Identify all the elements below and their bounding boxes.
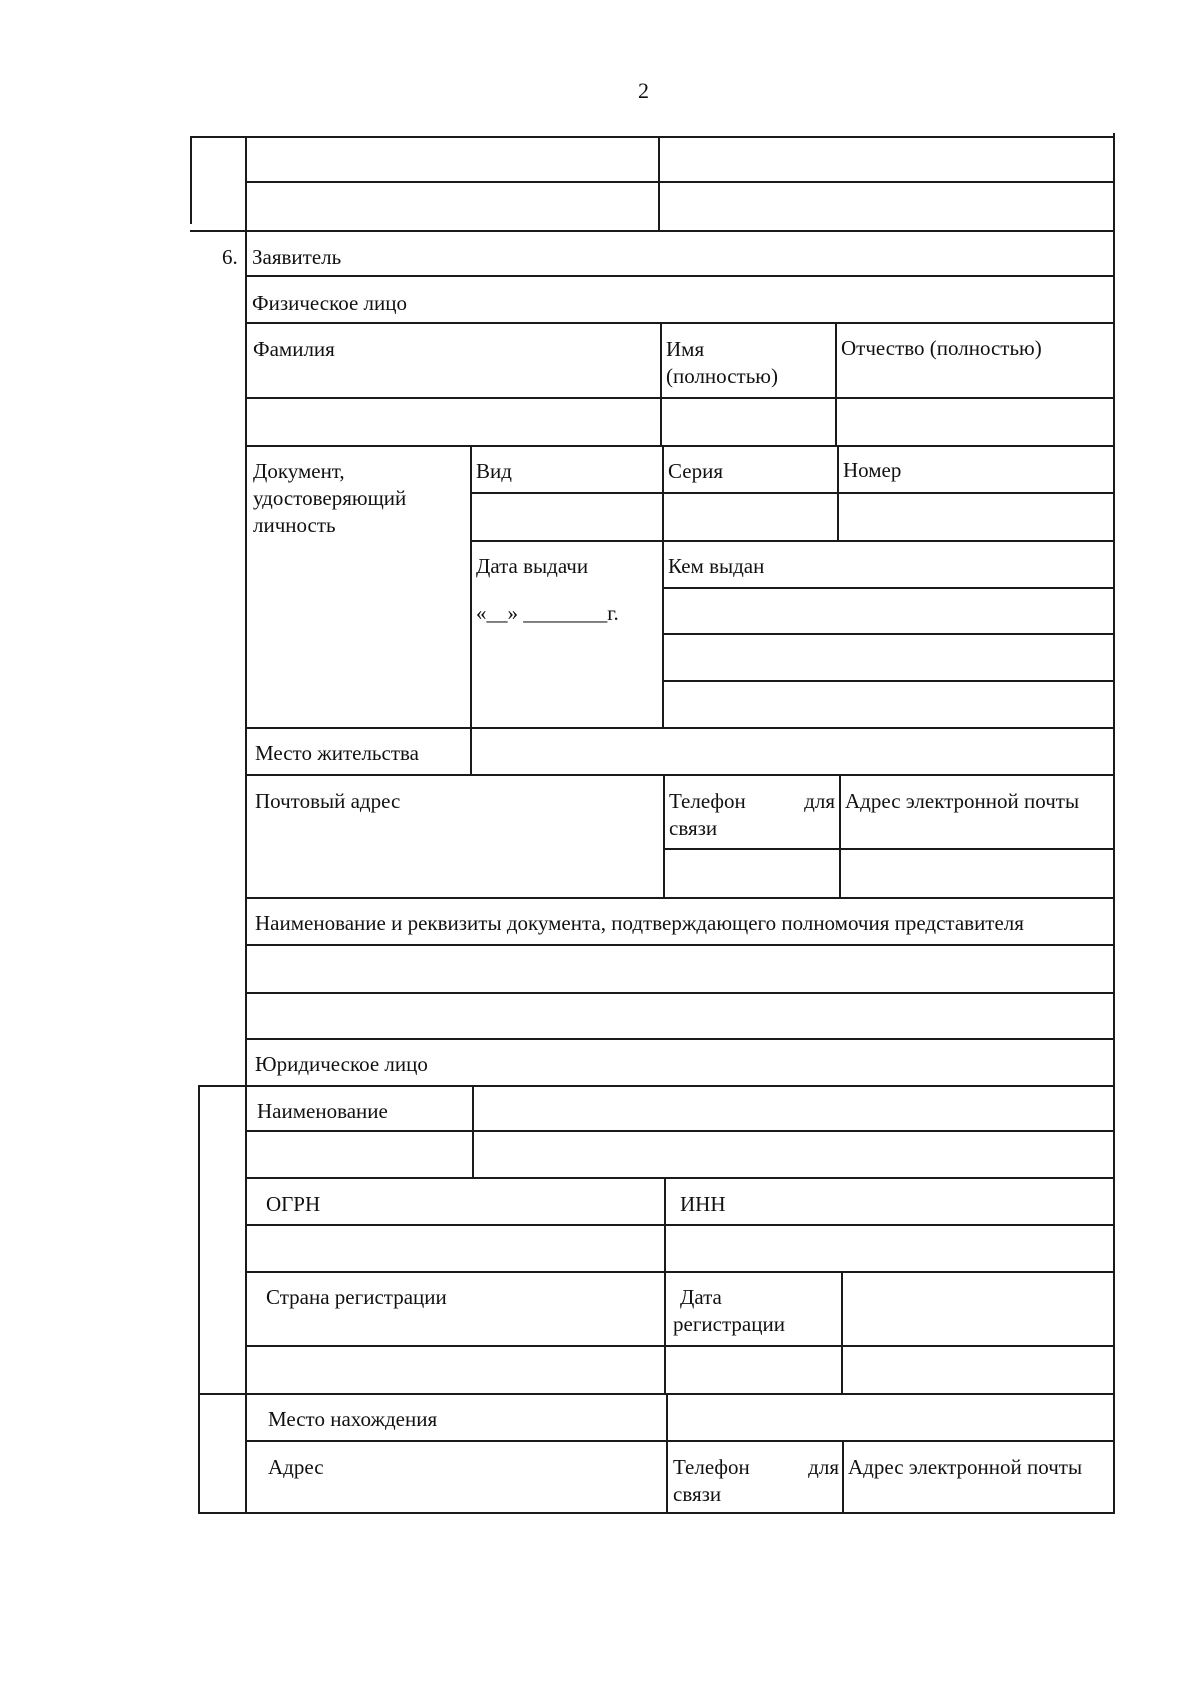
phone-label-line2: связи: [669, 816, 718, 840]
doc-series-field[interactable]: [665, 495, 835, 539]
doc-kind-field[interactable]: [473, 495, 660, 539]
reg-date-label-line1: Дата: [680, 1285, 722, 1309]
legal-address-label: Адрес: [268, 1455, 324, 1479]
authority-doc-field-1[interactable]: [248, 947, 1112, 991]
phone-field[interactable]: [666, 851, 837, 896]
reg-date-label-line2: регистрации: [673, 1312, 785, 1336]
name-label-line2: (полностью): [666, 364, 778, 388]
location-label: Место нахождения: [268, 1407, 438, 1431]
country-label: Страна регистрации: [266, 1285, 447, 1309]
id-doc-label-line3: личность: [253, 513, 336, 537]
legal-email-label: Адрес электронной почты: [848, 1455, 1083, 1479]
legal-name-label: Наименование: [257, 1099, 388, 1123]
page-number: 2: [638, 78, 649, 103]
ogrn-label: ОГРН: [266, 1192, 321, 1216]
patronymic-label: Отчество (полностью): [841, 336, 1042, 360]
doc-kind-label: Вид: [476, 459, 512, 483]
top-field-1-right[interactable]: [661, 139, 1111, 180]
doc-series-label: Серия: [668, 459, 723, 483]
legal-phone-label-line2: связи: [673, 1482, 722, 1506]
ogrn-field[interactable]: [248, 1227, 662, 1270]
authority-doc-label: Наименование и реквизиты документа, подтверждающего полномочия представителя: [255, 911, 1024, 935]
inn-label: ИНН: [680, 1192, 726, 1216]
top-field-1-left[interactable]: [248, 139, 656, 180]
id-doc-label-line1: Документ,: [253, 459, 345, 483]
issue-date-template[interactable]: «__» ________г.: [476, 601, 619, 625]
issued-by-field-3[interactable]: [665, 683, 1112, 726]
residence-field[interactable]: [473, 730, 1112, 773]
legal-name-field[interactable]: [475, 1088, 1112, 1129]
section-number: 6.: [222, 245, 238, 269]
legal-phone-label-line1: Телефон для: [673, 1455, 839, 1479]
top-field-2-right[interactable]: [661, 184, 1111, 228]
surname-label: Фамилия: [253, 337, 335, 361]
reg-date-field-2[interactable]: [844, 1348, 1112, 1392]
inn-field[interactable]: [667, 1227, 1112, 1270]
issued-by-field-2[interactable]: [665, 636, 1112, 679]
surname-field[interactable]: [248, 400, 658, 444]
country-field[interactable]: [248, 1348, 662, 1392]
individual-heading: Физическое лицо: [252, 291, 408, 315]
issued-by-field-1[interactable]: [665, 590, 1112, 632]
issue-date-label: Дата выдачи: [476, 554, 589, 578]
applicant-heading: Заявитель: [252, 245, 342, 269]
email-field[interactable]: [842, 851, 1112, 896]
name-label-line1: Имя: [666, 337, 705, 361]
reg-date-field[interactable]: [844, 1274, 1112, 1344]
legal-entity-heading: Юридическое лицо: [255, 1052, 428, 1076]
residence-label: Место жительства: [255, 741, 419, 765]
patronymic-field[interactable]: [838, 400, 1112, 444]
name-field[interactable]: [663, 400, 833, 444]
authority-doc-field-2[interactable]: [248, 995, 1112, 1037]
doc-number-label: Номер: [843, 458, 902, 482]
email-label: Адрес электронной почты: [845, 789, 1080, 813]
phone-label-line1: Телефон для: [669, 789, 835, 813]
postal-address-label: Почтовый адрес: [255, 789, 401, 813]
location-field[interactable]: [669, 1396, 1112, 1439]
id-doc-label-line2: удостоверяющий: [253, 486, 407, 510]
issued-by-label: Кем выдан: [668, 554, 765, 578]
legal-name-field-2[interactable]: [475, 1133, 1112, 1176]
top-field-2-left[interactable]: [248, 184, 656, 228]
doc-number-field[interactable]: [840, 495, 1112, 539]
